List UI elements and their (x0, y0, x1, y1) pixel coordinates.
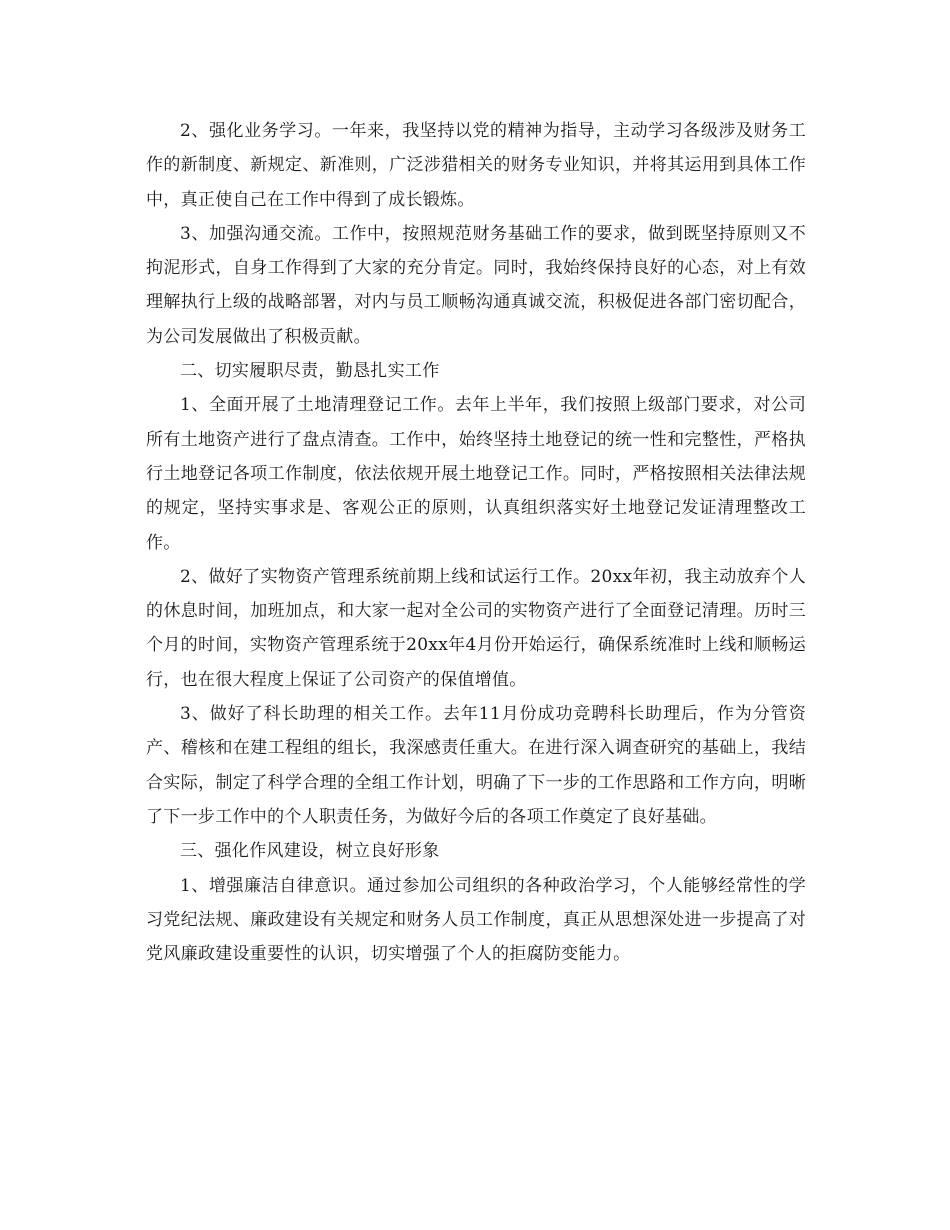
paragraph-business-study: 2、强化业务学习。一年来，我坚持以党的精神为指导，主动学习各级涉及财务工作的新制度、新规定、新准则，广泛涉猎相关的财务专业知识，并将其运用到具体工作中，真正使自己在工作中得到了成长锻炼。 (146, 121, 806, 210)
paragraph-land-registration: 1、全面开展了土地清理登记工作。去年上半年，我们按照上级部门要求，对公司所有土地资产进行了盘点清查。工作中，始终坚持土地登记的统一性和完整性，严格执行土地登记各项工作制度，依法依规开展土地登记工作。同时，严格按照相关法律法规的规定，坚持实事求是、客观公正的原则，认真组织落实好土地登记发证清理整改工作。 (146, 395, 806, 553)
section-heading-duties: 二、切实履职尽责，勤恳扎实工作 (180, 361, 440, 382)
paragraph-asset-system: 2、做好了实物资产管理系统前期上线和试运行工作。20xx年初，我主动放弃个人的休息时间，加班加点，和大家一起对全公司的实物资产进行了全面登记清理。历时三个月的时间，实物资产管理系统于20xx年4月份开始运行，确保系统准时上线和顺畅运行，也在很大程度上保证了公司资产的保值增值。 (146, 566, 806, 690)
paragraph-section-assistant: 3、做好了科长助理的相关工作。去年11月份成功竞聘科长助理后，作为分管资产、稽核和在建工程组的组长，我深感责任重大。在进行深入调查研究的基础上，我结合实际，制定了科学合理的全组工作计划，明确了下一步的工作思路和工作方向，明晰了下一步工作中的个人职责任务，为做好今后的各项工作奠定了良好基础。 (146, 704, 806, 827)
section-heading-work-style: 三、强化作风建设，树立良好形象 (180, 841, 440, 862)
paragraph-communication: 3、加强沟通交流。工作中，按照规范财务基础工作的要求，做到既坚持原则又不拘泥形式，自身工作得到了大家的充分肯定。同时，我始终保持良好的心态，对上有效理解执行上级的战略部署，对内与员工顺畅沟通真诚交流，积极促进各部门密切配合，为公司发展做出了积极贡献。 (146, 223, 806, 347)
document-body (146, 114, 806, 971)
paragraph-integrity: 1、增强廉洁自律意识。通过参加公司组织的各种政治学习，个人能够经常性的学习党纪法规、廉政建设有关规定和财务人员工作制度，真正从思想深处进一步提高了对党风廉政建设重要性的认识，切实增强了个人的拒腐防变能力。 (146, 875, 806, 965)
